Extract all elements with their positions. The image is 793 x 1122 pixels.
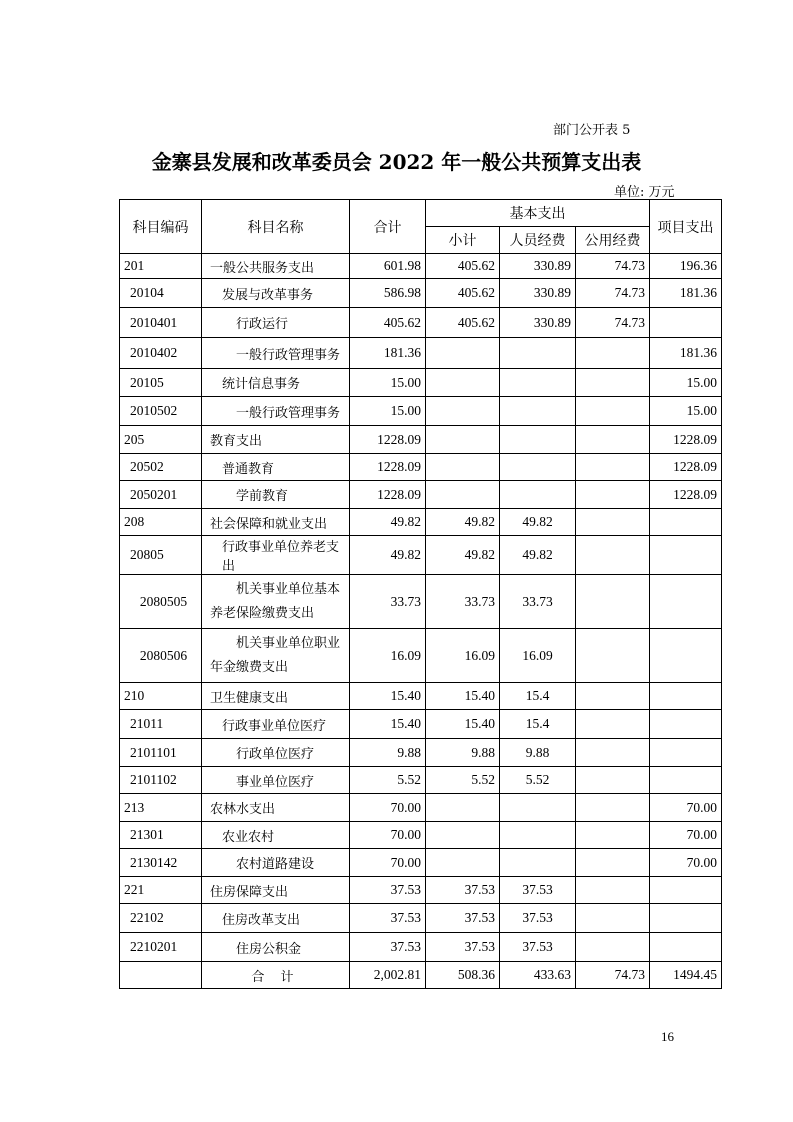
cell-code: 221 (120, 877, 202, 904)
cell-public (576, 794, 650, 822)
cell-name: 卫生健康支出 (202, 683, 350, 710)
cell-project (650, 710, 722, 739)
table-row (120, 739, 722, 767)
cell-public (576, 536, 650, 575)
cell-code: 208 (120, 509, 202, 536)
cell-personnel (500, 481, 576, 509)
table-row (120, 397, 722, 426)
cell-name: 统计信息事务 (202, 369, 350, 397)
cell-subtotal: 37.53 (426, 933, 500, 962)
cell-code: 20104 (120, 279, 202, 308)
header-code: 科目编码 (120, 200, 202, 254)
cell-personnel (500, 426, 576, 454)
cell-total: 586.98 (350, 279, 426, 308)
cell-project (650, 509, 722, 536)
cell-project: 196.36 (650, 254, 722, 279)
cell-total: 49.82 (350, 509, 426, 536)
cell-total: 37.53 (350, 933, 426, 962)
cell-code: 20805 (120, 536, 202, 575)
cell-public (576, 767, 650, 794)
cell-code: 201 (120, 254, 202, 279)
cell-project (650, 767, 722, 794)
cell-total: 1228.09 (350, 426, 426, 454)
cell-public (576, 933, 650, 962)
cell-code: 2010401 (120, 308, 202, 338)
cell-personnel: 49.82 (500, 509, 576, 536)
cell-code: 2080506 (120, 629, 202, 683)
cell-personnel: 330.89 (500, 308, 576, 338)
cell-name: 社会保障和就业支出 (202, 509, 350, 536)
total-cell-personnel: 433.63 (500, 962, 576, 989)
cell-name: 行政运行 (202, 308, 350, 338)
cell-public: 74.73 (576, 308, 650, 338)
cell-total: 1228.09 (350, 454, 426, 481)
cell-project: 181.36 (650, 338, 722, 369)
cell-public (576, 822, 650, 849)
cell-public (576, 849, 650, 877)
cell-subtotal (426, 369, 500, 397)
unit-label: 单位: 万元 (614, 185, 675, 200)
cell-public (576, 877, 650, 904)
cell-public (576, 426, 650, 454)
cell-total: 37.53 (350, 904, 426, 933)
cell-project: 1228.09 (650, 426, 722, 454)
cell-public (576, 509, 650, 536)
cell-project (650, 877, 722, 904)
cell-total: 70.00 (350, 822, 426, 849)
cell-personnel (500, 794, 576, 822)
cell-project: 70.00 (650, 849, 722, 877)
cell-subtotal: 49.82 (426, 509, 500, 536)
cell-name: 普通教育 (202, 454, 350, 481)
cell-subtotal: 37.53 (426, 877, 500, 904)
cell-public (576, 397, 650, 426)
total-row (120, 962, 722, 989)
cell-total: 16.09 (350, 629, 426, 683)
cell-code: 2130142 (120, 849, 202, 877)
cell-project: 15.00 (650, 369, 722, 397)
cell-public (576, 338, 650, 369)
cell-code: 2010502 (120, 397, 202, 426)
cell-code: 210 (120, 683, 202, 710)
cell-project: 15.00 (650, 397, 722, 426)
table-row (120, 481, 722, 509)
cell-name: 机关事业单位基本养老保险缴费支出 (202, 575, 350, 629)
cell-personnel: 9.88 (500, 739, 576, 767)
cell-total: 601.98 (350, 254, 426, 279)
cell-total: 70.00 (350, 849, 426, 877)
cell-subtotal: 15.40 (426, 710, 500, 739)
cell-total: 49.82 (350, 536, 426, 575)
cell-total: 33.73 (350, 575, 426, 629)
page-title: 金寨县发展和改革委员会 2022 年一般公共预算支出表 (151, 150, 642, 174)
cell-code: 21301 (120, 822, 202, 849)
cell-subtotal: 405.62 (426, 279, 500, 308)
table-row (120, 254, 722, 279)
cell-subtotal: 16.09 (426, 629, 500, 683)
cell-personnel (500, 397, 576, 426)
cell-total: 9.88 (350, 739, 426, 767)
cell-personnel: 330.89 (500, 279, 576, 308)
cell-code: 20105 (120, 369, 202, 397)
cell-personnel (500, 369, 576, 397)
cell-project: 1228.09 (650, 481, 722, 509)
cell-personnel: 16.09 (500, 629, 576, 683)
cell-public (576, 369, 650, 397)
cell-personnel (500, 338, 576, 369)
cell-code: 213 (120, 794, 202, 822)
cell-project (650, 904, 722, 933)
header-basic: 基本支出 (426, 200, 650, 227)
total-cell-public: 74.73 (576, 962, 650, 989)
cell-personnel (500, 822, 576, 849)
cell-project: 70.00 (650, 822, 722, 849)
table-row (120, 629, 722, 683)
cell-personnel: 33.73 (500, 575, 576, 629)
budget-table (119, 199, 722, 989)
cell-personnel: 37.53 (500, 904, 576, 933)
cell-public (576, 454, 650, 481)
cell-total: 15.00 (350, 397, 426, 426)
table-row (120, 877, 722, 904)
table-row (120, 308, 722, 338)
cell-name: 行政单位医疗 (202, 739, 350, 767)
cell-public (576, 739, 650, 767)
cell-total: 70.00 (350, 794, 426, 822)
cell-name: 住房改革支出 (202, 904, 350, 933)
cell-public (576, 481, 650, 509)
table-row (120, 933, 722, 962)
table-row (120, 575, 722, 629)
cell-subtotal: 5.52 (426, 767, 500, 794)
cell-name: 农林水支出 (202, 794, 350, 822)
cell-total: 181.36 (350, 338, 426, 369)
cell-personnel: 15.4 (500, 683, 576, 710)
cell-name: 住房公积金 (202, 933, 350, 962)
document-reference: 部门公开表 5 (553, 123, 631, 138)
cell-total: 15.00 (350, 369, 426, 397)
page-number: 16 (661, 1029, 674, 1044)
cell-name: 教育支出 (202, 426, 350, 454)
table-row (120, 369, 722, 397)
cell-project: 70.00 (650, 794, 722, 822)
table-row (120, 794, 722, 822)
cell-code: 2210201 (120, 933, 202, 962)
cell-subtotal: 33.73 (426, 575, 500, 629)
cell-subtotal: 9.88 (426, 739, 500, 767)
cell-name: 事业单位医疗 (202, 767, 350, 794)
table-row (120, 767, 722, 794)
cell-subtotal: 405.62 (426, 254, 500, 279)
cell-name: 农村道路建设 (202, 849, 350, 877)
cell-project (650, 933, 722, 962)
cell-total: 405.62 (350, 308, 426, 338)
table-row (120, 426, 722, 454)
cell-personnel (500, 454, 576, 481)
table-row (120, 904, 722, 933)
cell-public: 74.73 (576, 279, 650, 308)
cell-total: 1228.09 (350, 481, 426, 509)
cell-personnel: 15.4 (500, 710, 576, 739)
cell-code: 2101102 (120, 767, 202, 794)
cell-project (650, 308, 722, 338)
table-row (120, 849, 722, 877)
cell-code: 22102 (120, 904, 202, 933)
cell-project (650, 683, 722, 710)
cell-personnel: 5.52 (500, 767, 576, 794)
cell-public: 74.73 (576, 254, 650, 279)
cell-public (576, 629, 650, 683)
total-cell-subtotal: 508.36 (426, 962, 500, 989)
cell-subtotal (426, 454, 500, 481)
table-row (120, 454, 722, 481)
cell-public (576, 710, 650, 739)
cell-project: 181.36 (650, 279, 722, 308)
cell-project (650, 536, 722, 575)
cell-project (650, 739, 722, 767)
table-row (120, 509, 722, 536)
table-row (120, 710, 722, 739)
cell-code: 205 (120, 426, 202, 454)
cell-subtotal (426, 481, 500, 509)
cell-name: 一般公共服务支出 (202, 254, 350, 279)
cell-code: 2080505 (120, 575, 202, 629)
table-row (120, 536, 722, 575)
cell-subtotal: 49.82 (426, 536, 500, 575)
cell-project (650, 629, 722, 683)
table-row (120, 683, 722, 710)
cell-name: 发展与改革事务 (202, 279, 350, 308)
cell-public (576, 575, 650, 629)
header-total: 合计 (350, 200, 426, 254)
cell-name: 一般行政管理事务 (202, 338, 350, 369)
cell-name: 机关事业单位职业年金缴费支出 (202, 629, 350, 683)
cell-subtotal (426, 849, 500, 877)
cell-name: 行政事业单位医疗 (202, 710, 350, 739)
cell-name: 行政事业单位养老支出 (202, 536, 350, 575)
cell-personnel: 330.89 (500, 254, 576, 279)
total-cell-project: 1494.45 (650, 962, 722, 989)
cell-name: 学前教育 (202, 481, 350, 509)
cell-code: 2101101 (120, 739, 202, 767)
header-personnel: 人员经费 (500, 227, 576, 254)
table-row (120, 279, 722, 308)
header-subtotal: 小计 (426, 227, 500, 254)
cell-subtotal (426, 397, 500, 426)
cell-subtotal: 37.53 (426, 904, 500, 933)
cell-name: 一般行政管理事务 (202, 397, 350, 426)
cell-personnel: 37.53 (500, 933, 576, 962)
total-cell-total: 2,002.81 (350, 962, 426, 989)
cell-subtotal (426, 426, 500, 454)
cell-name: 住房保障支出 (202, 877, 350, 904)
header-name: 科目名称 (202, 200, 350, 254)
total-cell-code (120, 962, 202, 989)
cell-public (576, 904, 650, 933)
cell-subtotal: 405.62 (426, 308, 500, 338)
cell-name: 农业农村 (202, 822, 350, 849)
cell-code: 2050201 (120, 481, 202, 509)
table-row (120, 338, 722, 369)
total-cell-name: 合 计 (202, 962, 350, 989)
cell-personnel: 49.82 (500, 536, 576, 575)
cell-subtotal: 15.40 (426, 683, 500, 710)
cell-subtotal (426, 794, 500, 822)
cell-public (576, 683, 650, 710)
cell-total: 37.53 (350, 877, 426, 904)
cell-project: 1228.09 (650, 454, 722, 481)
cell-personnel: 37.53 (500, 877, 576, 904)
cell-total: 15.40 (350, 683, 426, 710)
cell-code: 21011 (120, 710, 202, 739)
table-row (120, 822, 722, 849)
cell-subtotal (426, 338, 500, 369)
header-public: 公用经费 (576, 227, 650, 254)
cell-total: 15.40 (350, 710, 426, 739)
header-project: 项目支出 (650, 200, 722, 254)
cell-project (650, 575, 722, 629)
cell-subtotal (426, 822, 500, 849)
cell-code: 2010402 (120, 338, 202, 369)
cell-total: 5.52 (350, 767, 426, 794)
cell-code: 20502 (120, 454, 202, 481)
cell-personnel (500, 849, 576, 877)
